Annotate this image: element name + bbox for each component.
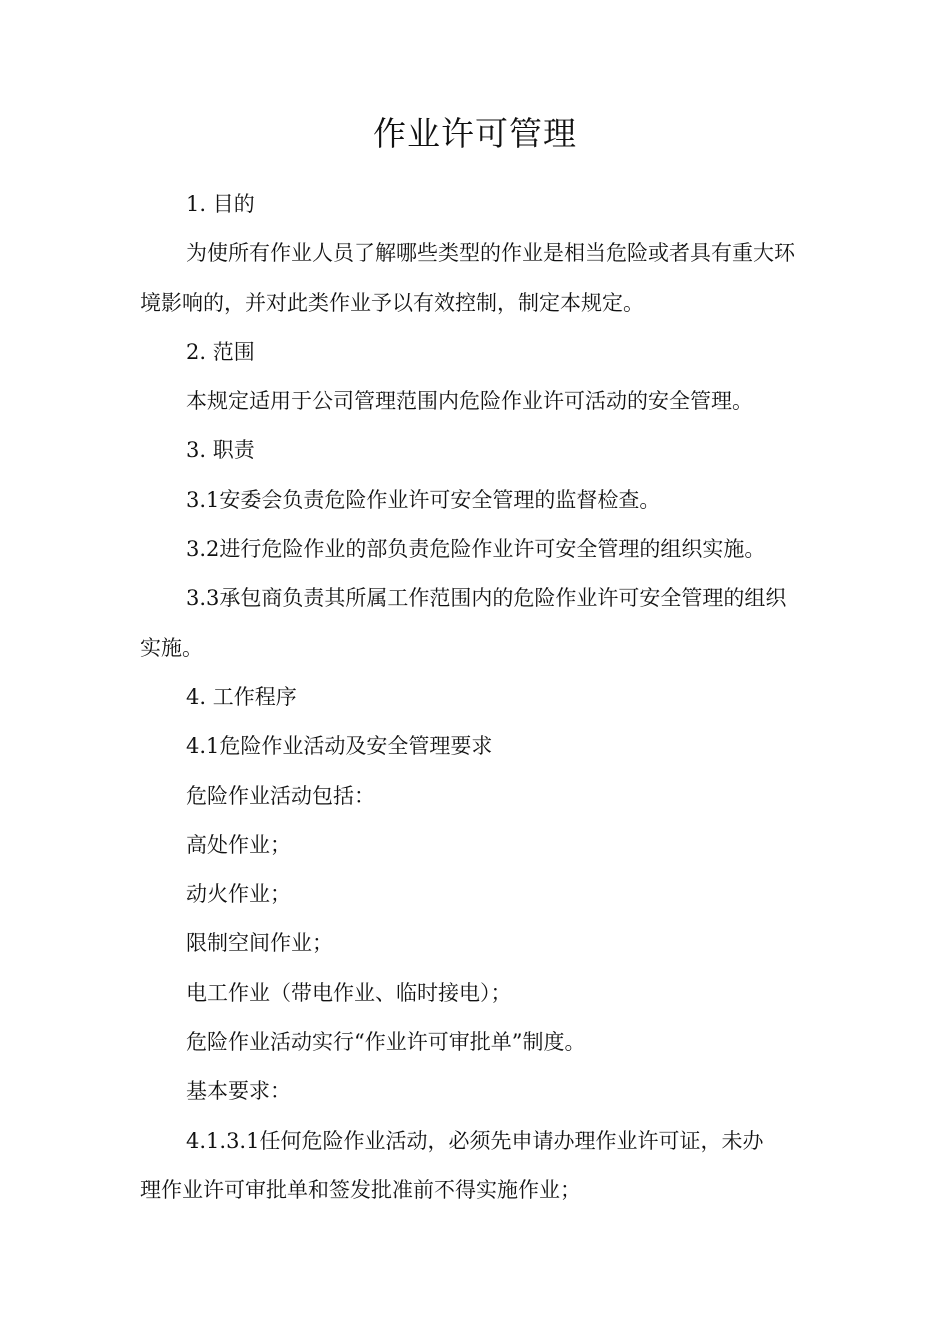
section-heading-scope: 2. 范围	[186, 339, 255, 364]
paragraph-line: 境影响的，并对此类作业予以有效控制，制定本规定。	[140, 290, 644, 315]
subsection-heading: 4.1危险作业活动及安全管理要求	[186, 734, 493, 759]
paragraph-line: 本规定适用于公司管理范围内危险作业许可活动的安全管理。	[186, 389, 753, 414]
paragraph-line: 4.1.3.1任何危险作业活动，必须先申请办理作业许可证，未办	[186, 1128, 764, 1153]
list-item: 高处作业；	[186, 832, 291, 857]
paragraph-line: 实施。	[140, 635, 203, 660]
list-item: 电工作业（带电作业、临时接电）；	[186, 980, 512, 1005]
paragraph-line: 3.2进行危险作业的部负责危险作业许可安全管理的组织实施。	[186, 537, 766, 562]
page-title: 作业许可管理	[373, 114, 577, 153]
section-heading-procedure: 4. 工作程序	[186, 684, 297, 709]
list-item: 限制空间作业；	[186, 931, 333, 956]
paragraph-line: 3.3承包商负责其所属工作范围内的危险作业许可安全管理的组织	[186, 586, 787, 611]
paragraph-line: 危险作业活动包括：	[186, 783, 375, 808]
list-item: 动火作业；	[186, 882, 291, 907]
paragraph-line: 危险作业活动实行“作业许可审批单”制度。	[186, 1030, 586, 1055]
document-body	[140, 180, 820, 1215]
section-heading-responsibilities: 3. 职责	[186, 438, 255, 463]
paragraph-line: 基本要求：	[186, 1079, 291, 1104]
section-heading-purpose: 1. 目的	[186, 192, 255, 216]
paragraph-line: 3.1安委会负责危险作业许可安全管理的监督检查。	[186, 487, 661, 512]
paragraph-line: 为使所有作业人员了解哪些类型的作业是相当危险或者具有重大环	[186, 241, 795, 266]
paragraph-line: 理作业许可审批单和签发批准前不得实施作业；	[140, 1177, 581, 1202]
